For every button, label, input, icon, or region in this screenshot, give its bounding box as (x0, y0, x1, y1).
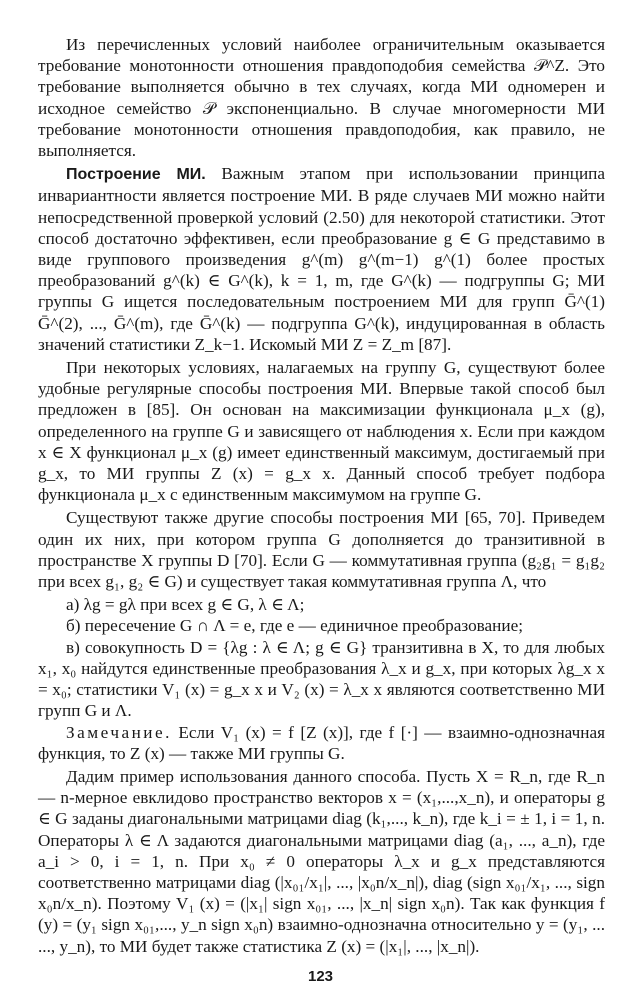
page-number: 123 (307, 968, 334, 985)
paragraph-construction (38, 163, 605, 355)
paragraph-example: Дадим пример использования данного способа. Пусть X = R_n, где R_n — n-мерное евклидово пространство векторов x = (x₁,...,x_n), и операторы g ∈ G заданы диагональными матрицами diag (k₁,..., k_n), где k_i = ± 1, i = 1, n. Операторы λ ∈ Λ задаются диагональными матрицами diag (a₁, ..., a_n), где a_i > 0, i = 1, n. При x₀ ≠ 0 операторы λ_x и g_x представляются соответственно матрицами diag (|x₀₁/x₁|, ..., |x₀n/x_n|), diag (sign x₀₁/x₁, ..., sign x₀n/x_n). Поэтому V₁ (x) = (|x₁| sign x₀₁, ..., |x_n| sign x₀n). Так как функция f (y) = (y₁ sign x₀₁,..., y_n sign x₀n) взаимно-однозначна относительно y = (y₁, ... ..., y_n), то МИ будет также статистика Z (x) = (|x₁|, ..., |x_n|). (38, 766, 605, 956)
paragraph-remark (38, 722, 605, 764)
paragraph-remark-text: Если V₁ (x) = f [Z (x)], где f [·] — взаимно-однозначная функция, то Z (x) — также МИ группы G. (38, 722, 606, 763)
paragraph-construction-text: Важным этапом при использовании принципа инвариантности является построение МИ. В ряде случаев МИ можно найти непосредственной проверкой условий (2.50) для некоторой статистики. Этот способ достаточно эффективен, если преобразование g ∈ G представимо в виде группового произведения g^(m) g^(m−1) g^(1) более простых преобразований g^(k) ∈ G^(k), k = 1, m, где G^(k) — подгруппы G; МИ группы G ищется последовательным построением МИ для групп Ḡ^(1) Ḡ^(2), ..., Ḡ^(m), где Ḡ^(k) — подгруппа G^(k), индуцированная в область значений статистики Z_k−1. Искомый МИ Z = Z_m [87]. (38, 164, 606, 354)
condition-c: в) совокупность D = {λg : λ ∈ Λ; g ∈ G} транзитивна в X, то для любых x₁, x₀ найдутся единственные преобразования λ_x и g_x, при которых λg_x x = x₀; статистики V₁ (x) = g_x x и V₂ (x) = λ_x x являются соответственно МИ групп G и Λ. (38, 637, 605, 721)
paragraph-monotonicity: Из перечисленных условий наиболее ограничительным оказывается требование монотонности отношения правдоподобия семейства 𝒫^Z. Это требование выполняется обычно в тех случаях, когда МИ одномерен и исходное семейство 𝒫 экспоненциально. В случае многомерности МИ требование монотонности отношения правдоподобия, как правило, не выполняется. (38, 35, 605, 161)
condition-b: б) пересечение G ∩ Λ = e, где e — единичное преобразование; (66, 616, 523, 636)
heading-remark: Замечание. (66, 722, 172, 742)
paragraph-other-methods: Существуют также другие способы построения МИ [65, 70]. Приведем один их них, при котором группа G дополняется до транзитивной в пространстве X группы D [70]. Если G — коммутативная группа (g₂g₁ = g₁g₂ при всех g₁, g₂ ∈ G) и существует такая коммутативная группа Λ, что (38, 508, 605, 592)
paragraph-regular-methods: При некоторых условиях, налагаемых на группу G, существуют более удобные регулярные способы построения МИ. Впервые такой способ был предложен в [85]. Он основан на максимизации функционала μ_x (g), определенного на группе G и зависящего от наблюдения x. Если при каждом x ∈ X функционал μ_x (g) имеет единственный максимум, достигаемый при g_x, то МИ группы Z (x) = g_x x. Данный способ требует подбора функционала μ_x с единственным максимумом на группе G. (38, 358, 605, 505)
condition-a: а) λg = gλ при всех g ∈ G, λ ∈ Λ; (66, 595, 305, 615)
heading-construction: Построение МИ. (66, 166, 206, 184)
